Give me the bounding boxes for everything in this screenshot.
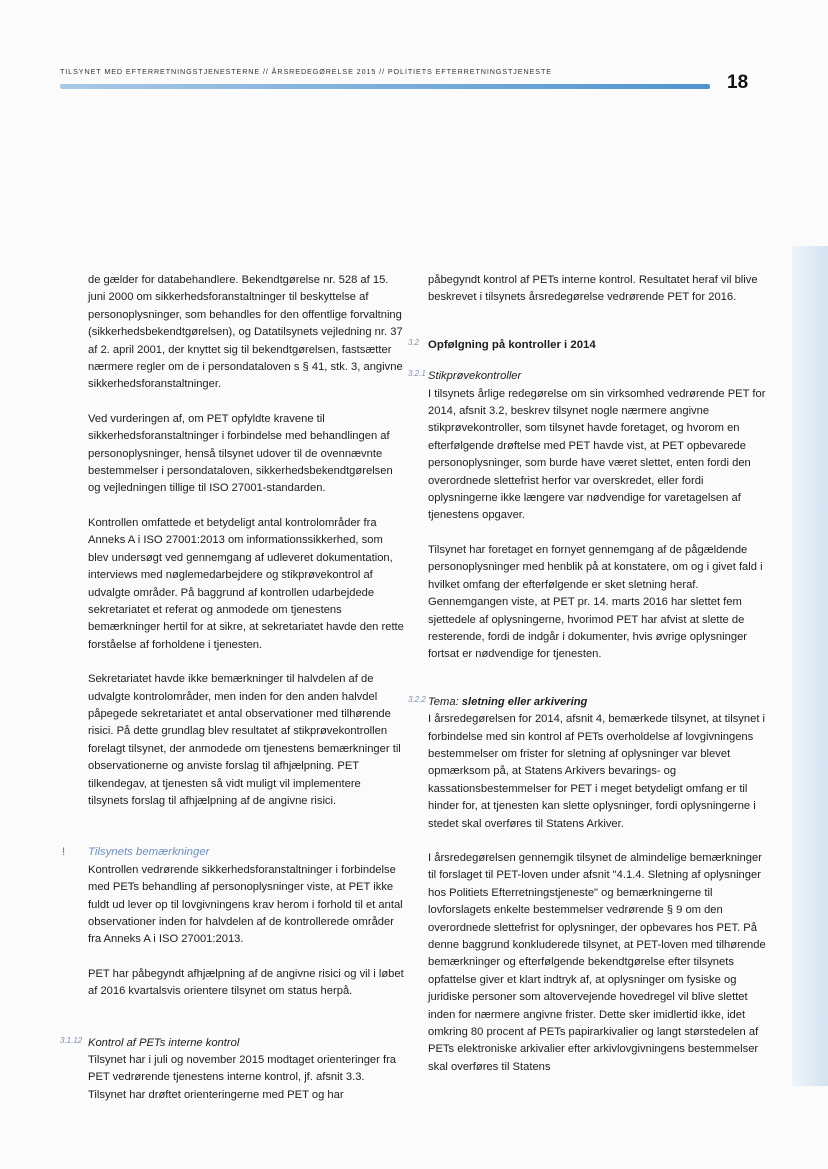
section-label: Tema:: [428, 695, 459, 708]
section-heading-3-2: [408, 337, 766, 354]
paragraph: Tilsynet har i juli og november 2015 modtaget orienteringer fra PET vedrørende tjenestens interne kontrol, jf. afsnit 3.3. Tilsynet har drøftet orienteringerne med PET og har: [88, 1054, 397, 1101]
paragraph: Kontrollen omfattede et betydeligt antal kontrolområder fra Anneks A i ISO 27001:2013 om informationssikkerhed, som blev undersøgt ved gennemgang af udleveret dokumentation, interviews med nøglemedarbejdere og stikprøvekontrol af udvalgte områder. På baggrund af kontrollen udarbejdede sekretariatet et referat og anmodede om tjenestens bemærkninger hertil for at sikre, at sekretariatet havde den rette forståelse af forholdene i tjenesten.: [88, 516, 404, 651]
paragraph: I tilsynets årlige redegørelse om sin virksomhed vedrørende PET for 2014, afsnit 3.2, beskrev tilsynet nogle nærmere angivne stikprøvekontroller, som tilsynet havde foretaget, og hvorom en efterfølgende drøftelse med PET havde vist, at PET opbevarede personoplysninger, som burde have været slettet, enten fordi den overordnede slettefrist herfor var overskredet, eller fordi oplysningerne ikke længere var nødvendige for varetagelsen af tjenestens opgaver.: [428, 387, 766, 522]
exclamation-icon: !: [62, 846, 66, 859]
note-heading: [62, 844, 404, 861]
section-heading-3-1-12: [60, 1035, 404, 1052]
paragraph: Sekretariatet havde ikke bemærkninger til halvdelen af de udvalgte kontrolområder, men inden for den anden halvdel påpegede sekretariatet et antal observationer med tilhørende risici. På dette grundlag blev resultatet af stikprøvekontrollen forelagt tilsynet, der anmodede om tjenestens bemærkninger til observationerne og anviste forslag til afhjælpning. PET tilkendegav, at tjenesten så vidt muligt vil implementere tilsynets forslag til afhjælpning af de angivne risici.: [88, 673, 401, 807]
section-heading-3-2-2: [408, 694, 766, 711]
header-rule: [60, 84, 710, 89]
page-edge-strip: [792, 246, 828, 1086]
section-number: 3.2.1: [408, 369, 426, 379]
page-number: 18: [727, 72, 749, 93]
left-column: [60, 272, 404, 1121]
paragraph: Tilsynet har foretaget en fornyet gennemgang af de pågældende personoplysninger med henblik på at konstatere, om og i givet fald i hvilket omfang der efterfølgende er sket sletning heraf. Gennemgangen viste, at PET pr. 14. marts 2016 har slettet fem sjettedele af oplysningerne, hvorimod PET har afvist at slette de resterende, fordi de indgår i dokumenter, hvis øvrige oplysninger fortsat er nødvendige for tjenesten.: [428, 543, 763, 661]
paragraph: de gælder for databehandlere. Bekendtgørelse nr. 528 af 15. juni 2000 om sikkerhedsforanstaltninger til beskyttelse af personoplysninger, som behandles for den offentlige forvaltning (sikkerhedsbekendtgørelsen), og Datatilsynets vejledning nr. 37 af 2. april 2001, der knyttet sig til bekendtgørelsen, fastsætter nærmere regler om de i persondataloven s § 41, stk. 3, angivne sikkerhedsforanstaltninger.: [88, 274, 403, 391]
paragraph: I årsredegørelsen gennemgik tilsynet de almindelige bemærkninger til forslaget til PET-loven under afsnit "4.1.4. Sletning af oplysninger hos Politiets Efterretningstjeneste" og bemærkningerne til lovforslagets enkelte bestemmelser vedrørende § 9 om den overordnede slettefrist for oplysninger, der opbevares hos PET. På denne baggrund konkluderede tilsynet, at PET-loven med tilhørende bemærkninger og efterfølgende bekendtgørelse efter tilsynets opfattelse giver et klart indtryk af, at oplysninger om fysiske og juridiske personer som altovervejende hovedregel vil blive slettet inden for nærmere angivne frister. Dette sker imidlertid ikke, idet omkring 80 procent af PETs papirarkivalier og langt størstedelen af PETs elektroniske arkivalier efter arkivlovgivningens bestemmelser skal overføres til Statens: [428, 851, 766, 1073]
section-title: sletning eller arkivering: [461, 695, 588, 708]
section-title: Stikprøvekontroller: [428, 370, 522, 383]
paragraph: Kontrollen vedrørende sikkerhedsforanstaltninger i forbindelse med PETs behandling af personoplysninger viste, at PET ikke fuldt ud lever op til lovgivningens krav herom i forhold til et antal observationer inden for halvdelen af de kontrollerede områder fra Anneks A i ISO 27001:2013.: [88, 863, 403, 946]
running-header: TILSYNET MED EFTERRETNINGSTJENESTERNE // ÅRSREDEGØRELSE 2015 // POLITIETS EFTERRETNINGSTJENESTE: [60, 67, 552, 76]
section-heading-3-2-1: [408, 368, 766, 385]
paragraph: Ved vurderingen af, om PET opfyldte kravene til sikkerhedsforanstaltninger i forbindelse med behandlingen af personoplysninger, henså tilsynet udover til de ovennævnte bestemmelser i persondataloven, sikkerhedsbekendtgørelsen og vejledningen tillige til ISO 27001-standarden.: [88, 412, 393, 495]
section-number: 3.2: [408, 337, 420, 347]
section-number: 3.2.2: [408, 694, 426, 704]
paragraph: påbegyndt kontrol af PETs interne kontrol. Resultatet heraf vil blive beskrevet i tilsynets årsredegørelse vedrørende PET for 2016.: [428, 274, 758, 304]
right-column: [408, 272, 766, 1093]
paragraph: I årsredegørelsen for 2014, afsnit 4, bemærkede tilsynet, at tilsynet i forbindelse med sin kontrol af PETs overholdelse af lovgivningens bestemmelser om frister for sletning af oplysninger var blevet opmærksom på, at Statens Arkivers bevarings- og kassationsbestemmelser for PET i meget betydeligt omfang er til hinder for, at tjenesten kan slette oplysninger, fordi oplysningerne i stedet skal overføres til Statens Arkiver.: [428, 713, 766, 830]
section-title: Opfølgning på kontroller i 2014: [428, 338, 596, 351]
section-title: Kontrol af PETs interne kontrol: [88, 1036, 240, 1049]
section-number: 3.1.12: [60, 1035, 83, 1045]
paragraph: PET har påbegyndt afhjælpning af de angivne risici og vil i løbet af 2016 kvartalsvis orientere tilsynet om status herpå.: [88, 967, 404, 998]
note-heading-text: Tilsynets bemærkninger: [88, 846, 210, 859]
